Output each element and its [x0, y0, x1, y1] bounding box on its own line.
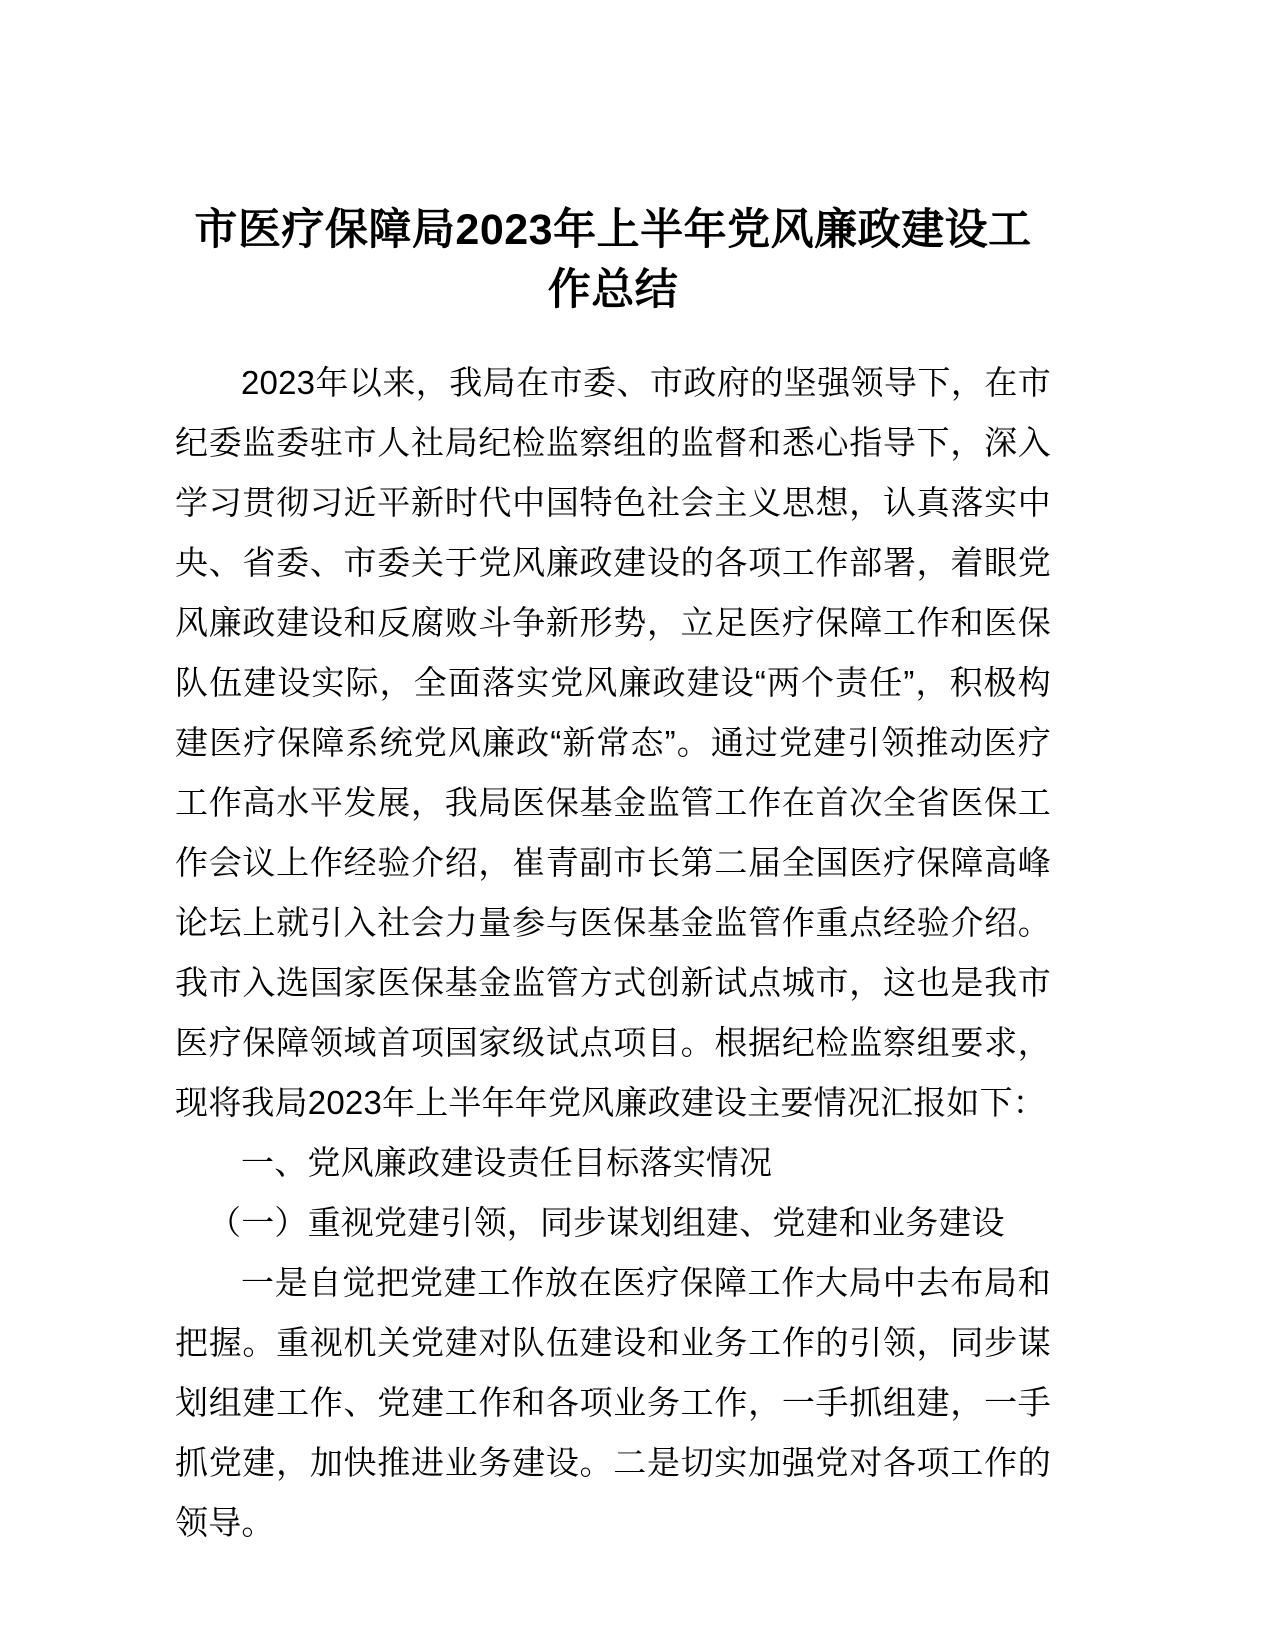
subsection-heading-1-1: （一）重视党建引领，同步谋划组建、党建和业务建设 — [208, 1204, 1005, 1241]
section-heading-1: 一、党风廉政建设责任目标落实情况 — [241, 1144, 773, 1181]
document-title: 市医疗保障局2023年上半年党风廉政建设工作总结 — [194, 206, 1032, 314]
document-content — [175, 0, 1051, 1553]
paragraph-body-1-1: 一是自觉把党建工作放在医疗保障工作大局中去布局和把握。重视机关党建对队伍建设和业务工作的引领，同步谋划组建工作、党建工作和各项业务工作，一手抓组建，一手抓党建，加快推进业务建设。二是切实加强党对各项工作的领导。 — [175, 1264, 1051, 1541]
title-body-spacer — [175, 320, 1051, 353]
paragraph-intro: 2023年以来，我局在市委、市政府的坚强领导下，在市纪委监委驻市人社局纪检监察组的监督和悉心指导下，深入学习贯彻习近平新时代中国特色社会主义思想，认真落实中央、省委、市委关于党风廉政建设的各项工作部署，着眼党风廉政建设和反腐败斗争新形势，立足医疗保障工作和医保队伍建设实际，全面落实党风廉政建设“两个责任”，积极构建医疗保障系统党风廉政“新常态”。通过党建引领推动医疗工作高水平发展，我局医保基金监管工作在首次全省医保工作会议上作经验介绍，崔青副市长第二届全国医疗保障高峰论坛上就引入社会力量参与医保基金监管作重点经验介绍。我市入选国家医保基金监管方式创新试点城市，这也是我市医疗保障领域首项国家级试点项目。根据纪检监察组要求，现将我局2023年上半年年党风廉政建设主要情况汇报如下： — [175, 364, 1051, 1121]
